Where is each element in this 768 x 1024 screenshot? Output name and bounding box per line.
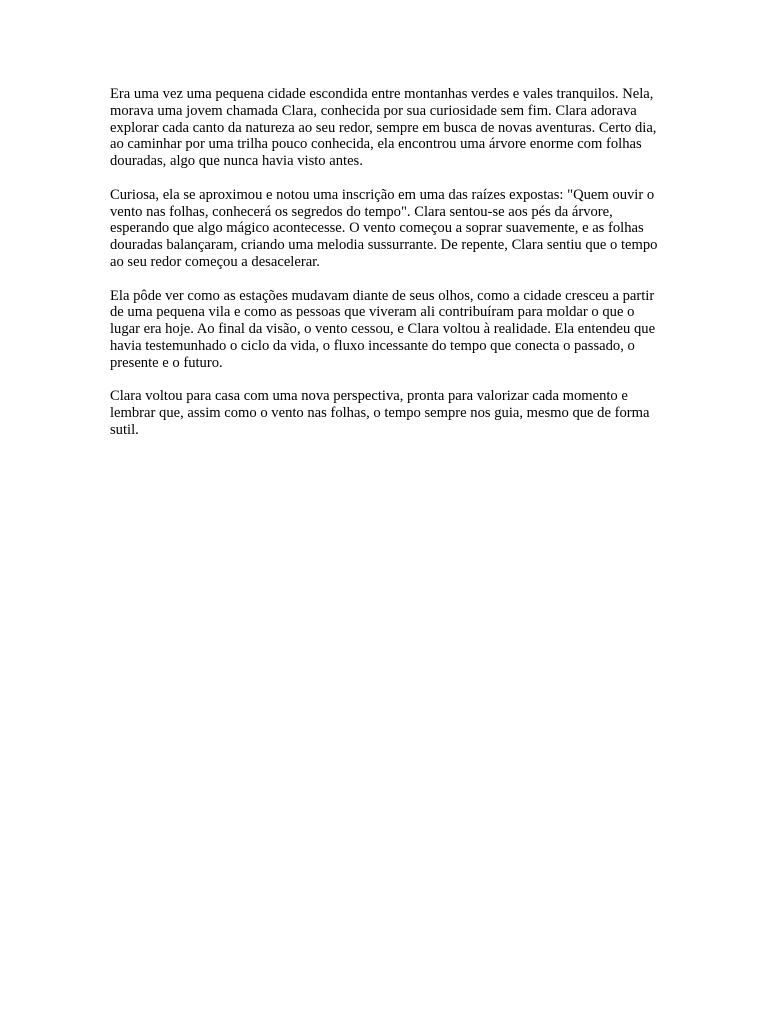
- document-page: [110, 86, 662, 456]
- paragraph-4: Clara voltou para casa com uma nova perspectiva, pronta para valorizar cada momento e lembrar que, assim como o vento nas folhas, o tempo sempre nos guia, mesmo que de forma sutil.: [110, 388, 650, 438]
- paragraph-2: Curiosa, ela se aproximou e notou uma inscrição em uma das raízes expostas: "Quem ouvir o vento nas folhas, conhecerá os segredos do tempo". Clara sentou-se aos pés da árvore, esperando que algo mágico acontecesse. O vento começou a soprar suavemente, e as folhas douradas balançaram, criando uma melodia sussurrante. De repente, Clara sentiu que o tempo ao seu redor começou a desacelerar.: [110, 186, 658, 270]
- paragraph-3: Ela pôde ver como as estações mudavam diante de seus olhos, como a cidade cresceu a partir de uma pequena vila e como as pessoas que viveram ali contribuíram para moldar o que o lugar era hoje. Ao final da visão, o vento cessou, e Clara voltou à realidade. Ela entendeu que havia testemunhado o ciclo da vida, o fluxo incessante do tempo que conecta o passado, o presente e o futuro.: [110, 287, 656, 371]
- paragraph-1: Era uma vez uma pequena cidade escondida entre montanhas verdes e vales tranquilos. Nela, morava uma jovem chamada Clara, conhecida por sua curiosidade sem fim. Clara adorava explorar cada canto da natureza ao seu redor, sempre em busca de novas aventuras. Certo dia, ao caminhar por uma trilha pouco conhecida, ela encontrou uma árvore enorme com folhas douradas, algo que nunca havia visto antes.: [110, 86, 657, 170]
